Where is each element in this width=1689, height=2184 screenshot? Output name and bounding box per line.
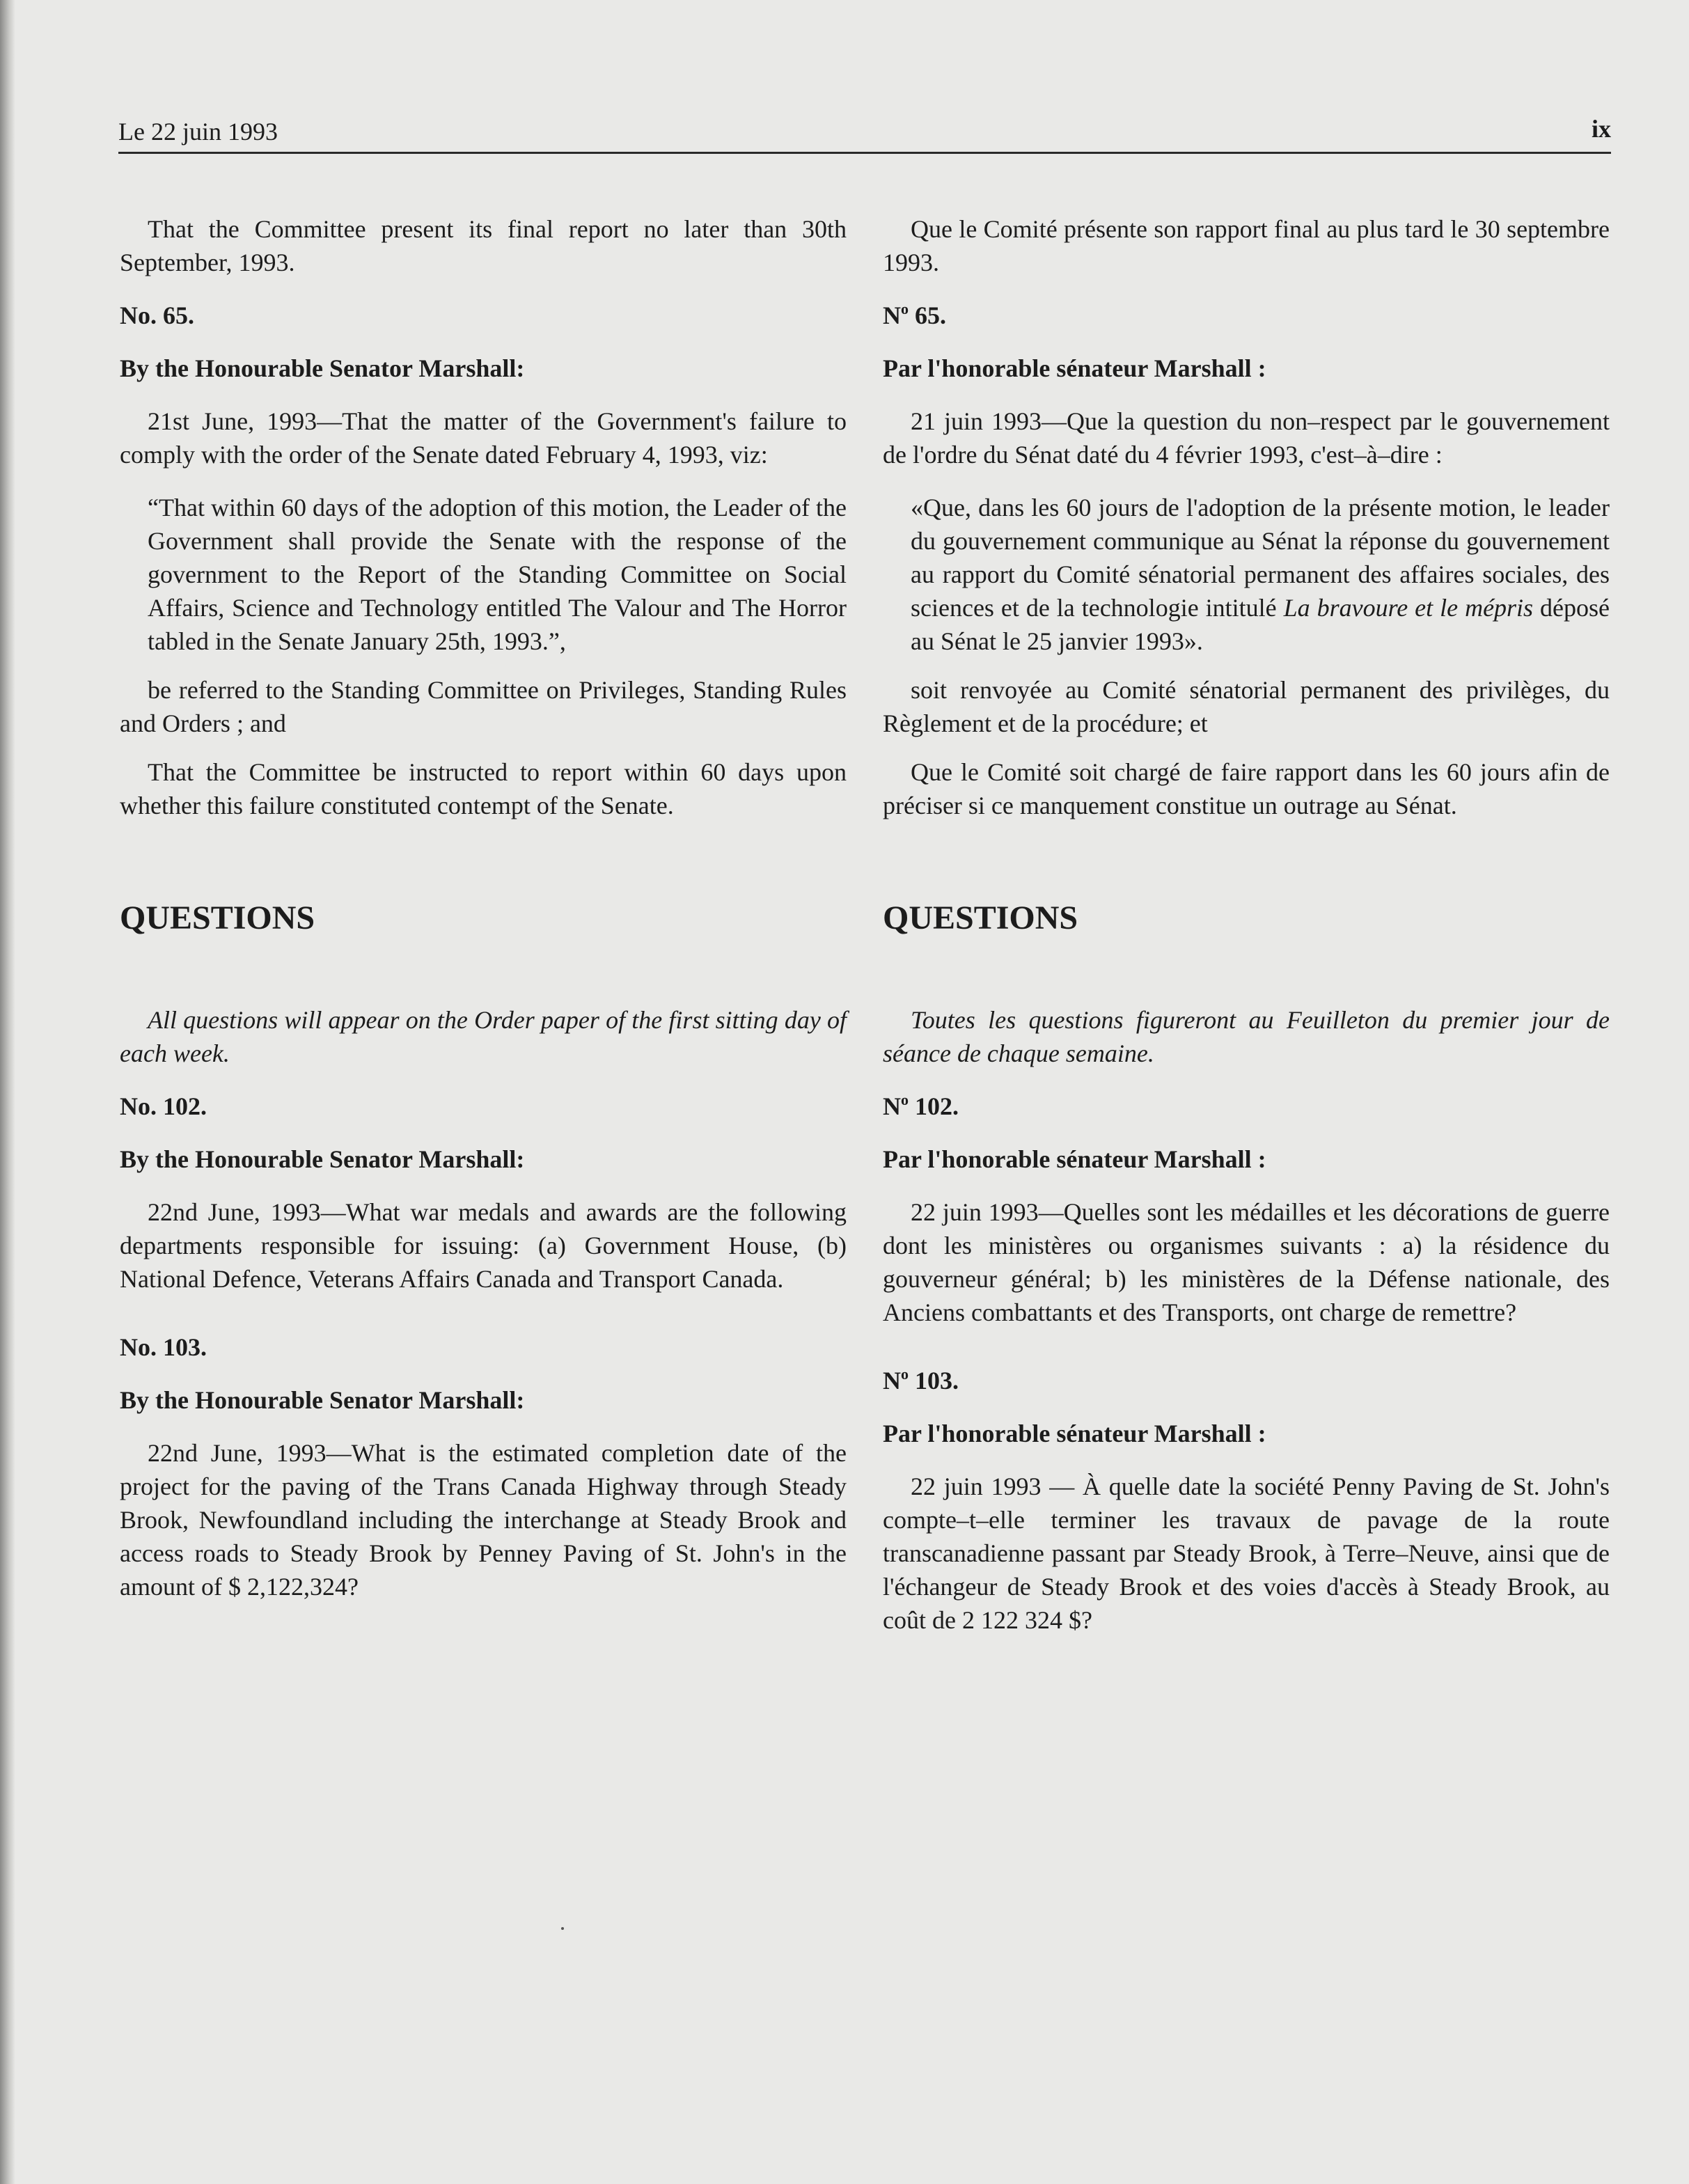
numero-prefix: N [883,301,901,329]
fr-questions-note: Toutes les questions figureront au Feuilleton du premier jour de séance de chaque semaine. [883,1006,1610,1067]
numero-value: 102. [909,1092,959,1120]
fr-questions-heading: QUESTIONS [883,899,1078,936]
en-quote-65: “That within 60 days of the adoption of this motion, the Leader of the Government shall provide the Senate with the response of the government to the Report of the Standing Committee on Social Affairs, Science and Technology entitled The Valour and The Horror tabled in the Senate January 25th, 1993.”, [148,494,847,655]
en-sponsor-102: By the Honourable Senator Marshall: [120,1145,525,1173]
en-question-103: 22nd June, 1993—What is the estimated completion date of the project for the paving of the Trans Canada Highway through Steady Brook, Newfoundland including the interchange at Steady Brook and access roads to Steady Brook by Penney Paving of St. John's in the amount of $ 2,122,324? [120,1439,847,1601]
en-question-number-102: No. 102. [120,1092,207,1120]
fr-sponsor-65: Par l'honorable sénateur Marshall : [883,354,1266,382]
numero-superscript: o [901,1091,909,1108]
fr-item-number-65 [883,299,1610,332]
en-question-102: 22nd June, 1993—What war medals and awards are the following departments responsible for issuing: (a) Government House, (b) National Defence, Veterans Affairs Canada and Transport Canada. [120,1198,847,1293]
page-number: ix [1591,115,1611,143]
en-referral: be referred to the Standing Committee on Privileges, Standing Rules and Orders ; and [120,676,847,737]
fr-motion-65: 21 juin 1993—Que la question du non–respect par le gouvernement de l'ordre du Sénat daté du 4 février 1993, c'est–à–dire : [883,407,1610,469]
french-column [883,212,1610,1637]
fr-sponsor-103: Par l'honorable sénateur Marshall : [883,1420,1266,1447]
english-column [120,212,847,1603]
numero-prefix: N [883,1092,901,1120]
en-instruction: That the Committee be instructed to report within 60 days upon whether this failure constituted contempt of the Senate. [120,758,847,819]
en-sponsor-65: By the Honourable Senator Marshall: [120,354,525,382]
en-motion-65: 21st June, 1993—That the matter of the Government's failure to comply with the order of the Senate dated February 4, 1993, viz: [120,407,847,469]
en-item-number-65: No. 65. [120,301,194,329]
fr-instruction: Que le Comité soit chargé de faire rapport dans les 60 jours afin de préciser si ce manquement constitue un outrage au Sénat. [883,758,1610,819]
fr-intro-paragraph: Que le Comité présente son rapport final au plus tard le 30 septembre 1993. [883,215,1610,276]
page-header [118,113,1611,154]
numero-superscript: o [901,1365,909,1383]
fr-question-103: 22 juin 1993 — À quelle date la société Penny Paving de St. John's compte–t–elle terminer les travaux de pavage de la route transcanadienne passant par Steady Brook, à Terre–Neuve, ainsi que de l'échangeur de Steady Brook et des voies d'accès à Steady Brook, au coût de 2 122 324 $? [883,1472,1610,1634]
fr-report-title: La bravoure et le mépris [1283,594,1534,622]
en-questions-heading: QUESTIONS [120,899,315,936]
numero-value: 65. [909,301,946,329]
numero-value: 103. [909,1367,959,1395]
fr-quote-65 [911,491,1610,658]
en-question-number-103: No. 103. [120,1333,207,1361]
fr-referral: soit renvoyée au Comité sénatorial permanent des privilèges, du Règlement et de la procédure; et [883,676,1610,737]
numero-superscript: o [901,300,909,317]
fr-question-number-102 [883,1090,1610,1123]
fr-question-102: 22 juin 1993—Quelles sont les médailles et les décorations de guerre dont les ministères ou organismes suivants : a) la résidence du gouverneur général; b) les ministères de la Défense nationale, des Anciens combattants et des Transports, ont charge de remettre? [883,1198,1610,1326]
page-binding-shadow [0,0,15,2184]
en-intro-paragraph: That the Committee present its final report no later than 30th September, 1993. [120,215,847,276]
fr-sponsor-102: Par l'honorable sénateur Marshall : [883,1145,1266,1173]
fr-quote-part-a: «Que, dans les 60 jours de l'adoption de la présente motion, le leader du gouvernement communique au Sénat la réponse du gouvernement au rapport du Comité sénatorial permanent des affaires sociales, des sciences et de la technologie intitulé [911,494,1610,622]
fr-quote-part-b: déposé au Sénat le 25 janvier 1993». [911,594,1610,655]
numero-prefix: N [883,1367,901,1395]
stray-ink-dot [561,1927,564,1930]
en-questions-note: All questions will appear on the Order paper of the first sitting day of each week. [120,1006,847,1067]
fr-question-number-103 [883,1364,1610,1397]
header-date: Le 22 juin 1993 [118,118,278,146]
en-sponsor-103: By the Honourable Senator Marshall: [120,1386,525,1414]
